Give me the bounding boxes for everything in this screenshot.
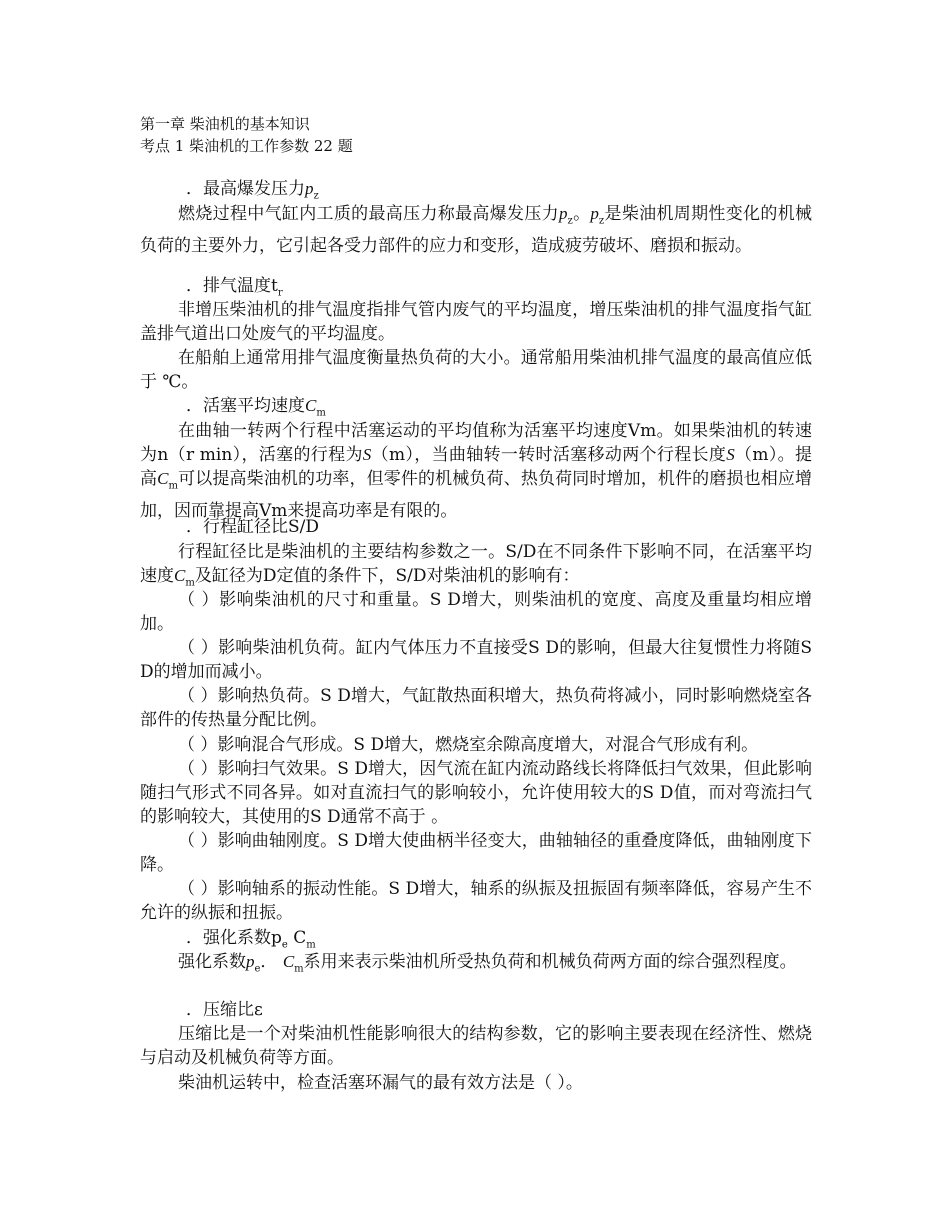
heading-compression-ratio: ．压缩比ε xyxy=(186,1000,263,1020)
heading-max-pressure: ．最高爆发压力$p_z$ xyxy=(186,179,319,202)
heading-piston-speed: ．活塞平均速度$C_m$ xyxy=(186,396,326,419)
chapter-title: 第一章 柴油机的基本知识 xyxy=(140,115,310,133)
list-item: （ ）影响轴系的振动性能。S D增大，轴系的纵振及扭振固有频率降低，容易产生不允许的纵振和扭振。 xyxy=(140,879,812,924)
paragraph-exhaust-temp: 非增压柴油机的排气温度指排气管内废气的平均温度，增压柴油机的排气温度指气缸盖排气道出口处废气的平均温度。 xyxy=(140,300,812,345)
list-item: （ ）影响柴油机负荷。缸内气体压力不直接受S D的影响，但最大往复惯性力将随S D的增加而减小。 xyxy=(140,638,812,683)
heading-stroke-bore: ．行程缸径比S/D xyxy=(186,517,320,537)
heading-exhaust-temp: ．排气温度$t_r$ xyxy=(186,276,283,299)
paragraph-piston-speed: 在曲轴一转两个行程中活塞运动的平均值称为活塞平均速度Vm。如果柴油机的转速为n（r min），活塞的行程为S（m），当曲轴转一转时活塞移动两个行程长度S（m）。提高$C_m$可以提高柴油机的功率，但零件的机械负荷、热负荷同时增加，机件的磨损也相应增加，因而靠提高Vm来提高功率是有限的。 xyxy=(140,421,813,521)
paragraph-intensification: 强化系数$p_e$． $C_m$系用来表示柴油机所受热负荷和机械负荷两方面的综合强烈程度。 xyxy=(178,952,797,975)
list-item: （ ）影响热负荷。S D增大，气缸散热面积增大，热负荷将减小，同时影响燃烧室各部件的传热量分配比例。 xyxy=(140,686,812,731)
section-title: 考点 1 柴油机的工作参数 22 题 xyxy=(140,137,353,155)
paragraph-compression-ratio: 压缩比是一个对柴油机性能影响很大的结构参数，它的影响主要表现在经济性、燃烧与启动及机械负荷等方面。 xyxy=(140,1024,812,1069)
list-item: （ ）影响混合气形成。S D增大，燃烧室余隙高度增大，对混合气形成有利。 xyxy=(178,735,759,755)
list-item: （ ）影响柴油机的尺寸和重量。S D增大，则柴油机的宽度、高度及重量均相应增加。 xyxy=(140,590,812,635)
heading-intensification: ．强化系数$p_e$ $C_m$ xyxy=(186,928,316,951)
paragraph-stroke-bore: 行程缸径比是柴油机的主要结构参数之一。S/D在不同条件下影响不同，在活塞平均速度$C_m$及缸径为D定值的条件下，S/D对柴油机的影响有： xyxy=(140,542,812,589)
list-item: （ ）影响扫气效果。S D增大，因气流在缸内流动路线长将降低扫气效果，但此影响随扫气形式不同各异。如对直流扫气的影响较小，允许使用较大的S D值，而对弯流扫气的影响较大，其使用的S D通常不高于 。 xyxy=(140,759,812,828)
list-item: （ ）影响曲轴刚度。S D增大使曲柄半径变大，曲轴轴径的重叠度降低，曲轴刚度下降。 xyxy=(140,831,812,876)
paragraph-max-pressure: 燃烧过程中气缸内工质的最高压力称最高爆发压力$p_z$。$p_z$是柴油机周期性变化的机械负荷的主要外力，它引起各受力部件的应力和变形，造成疲劳破坏、磨损和振动。 xyxy=(140,204,813,256)
paragraph-exhaust-limit: 在船舶上通常用排气温度衡量热负荷的大小。通常船用柴油机排气温度的最高值应低于 ℃。 xyxy=(140,348,812,393)
question-text: 柴油机运转中，检查活塞环漏气的最有效方法是（ ）。 xyxy=(178,1073,583,1093)
